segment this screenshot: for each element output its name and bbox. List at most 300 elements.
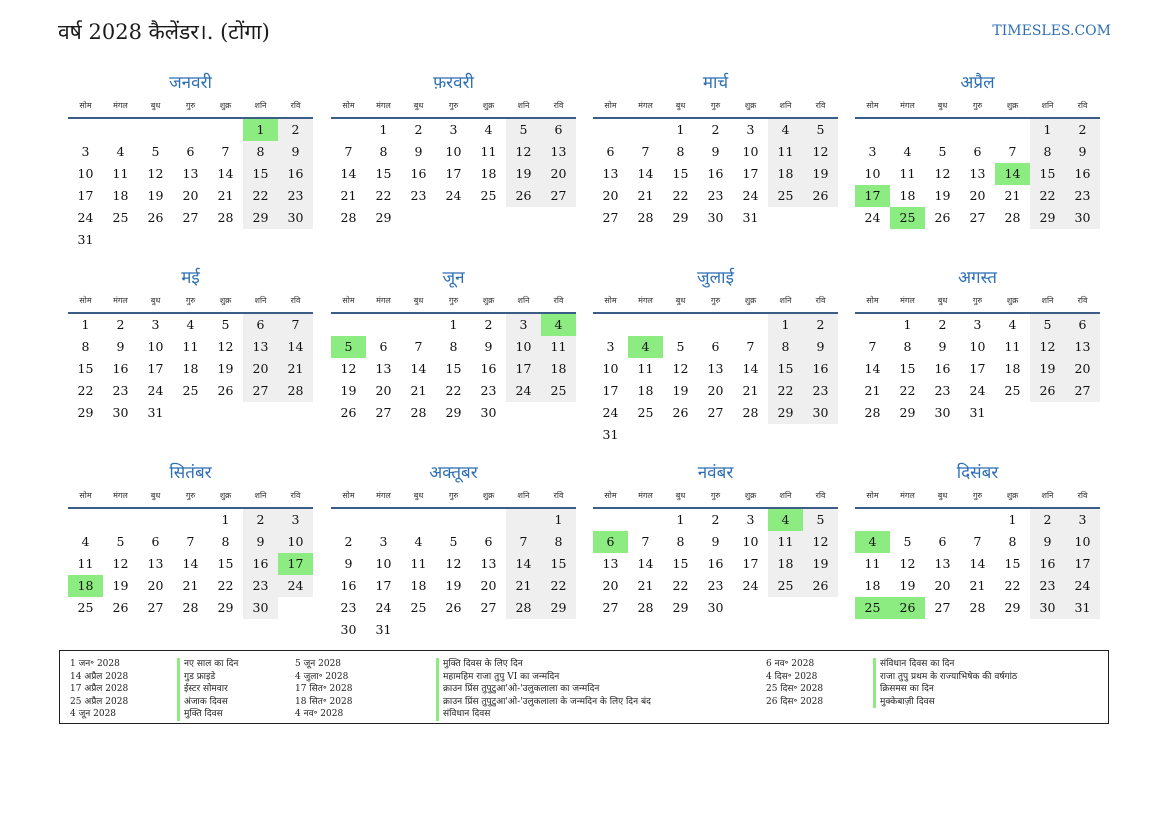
holiday-date: 25 अप्रैल 2028 xyxy=(70,696,129,707)
empty-day-cell xyxy=(890,509,925,531)
week-row xyxy=(855,358,1100,380)
holiday-day-cell: 14 xyxy=(995,163,1030,185)
week-row xyxy=(68,336,313,358)
day-cell: 6 xyxy=(243,314,278,336)
day-cell: 15 xyxy=(445,361,462,376)
day-cell: 5 xyxy=(449,534,458,549)
day-cell: 12 xyxy=(112,556,129,571)
day-cell: 1 xyxy=(1030,119,1065,141)
week-row xyxy=(855,402,1100,424)
weekday-label: रवि xyxy=(553,296,564,305)
empty-day-cell xyxy=(855,509,890,531)
weekday-label: मंगल xyxy=(113,296,128,305)
day-cell: 14 xyxy=(182,556,199,571)
day-cell: 22 xyxy=(77,383,94,398)
day-cell: 12 xyxy=(445,556,462,571)
day-cell: 3 xyxy=(81,144,90,159)
empty-day-cell xyxy=(628,424,663,446)
day-cell: 20 xyxy=(243,358,278,380)
day-cell: 9 xyxy=(938,339,947,354)
day-cell: 7 xyxy=(414,339,423,354)
weekday-label: गुरु xyxy=(972,491,983,500)
day-cell: 24 xyxy=(278,575,313,597)
weekday-label: बुध xyxy=(675,296,686,305)
holiday-date: 6 नव॰ 2028 xyxy=(766,659,815,669)
empty-day-cell xyxy=(855,119,890,141)
day-cell: 18 xyxy=(182,361,199,376)
day-cell: 18 xyxy=(899,188,916,203)
day-cell: 27 xyxy=(541,185,576,207)
day-cell: 24 xyxy=(602,405,619,420)
day-cell: 14 xyxy=(864,361,881,376)
weekday-label: सोम xyxy=(342,296,355,305)
day-cell: 13 xyxy=(541,141,576,163)
weekday-label: मंगल xyxy=(638,101,653,110)
day-cell: 22 xyxy=(541,575,576,597)
empty-day-cell xyxy=(995,119,1030,141)
day-cell: 29 xyxy=(768,402,803,424)
weekday-label: रवि xyxy=(815,296,826,305)
legend-dates-col-1 xyxy=(70,658,128,721)
day-cell: 23 xyxy=(934,383,951,398)
day-cell: 8 xyxy=(676,144,685,159)
day-cell: 10 xyxy=(742,144,759,159)
day-cell: 23 xyxy=(480,383,497,398)
day-cell: 8 xyxy=(676,534,685,549)
day-cell: 14 xyxy=(506,553,541,575)
holiday-date: 26 दिस॰ 2028 xyxy=(766,696,824,707)
weekday-label: शुक्र xyxy=(482,296,495,305)
day-cell: 17 xyxy=(147,361,164,376)
day-cell: 29 xyxy=(672,210,689,225)
empty-day-cell xyxy=(208,229,243,251)
day-cell: 6 xyxy=(186,144,195,159)
day-cell: 16 xyxy=(707,556,724,571)
day-cell: 25 xyxy=(1004,383,1021,398)
day-cell: 27 xyxy=(375,405,392,420)
day-cell: 15 xyxy=(541,553,576,575)
day-cell: 23 xyxy=(410,188,427,203)
day-cell: 31 xyxy=(147,405,164,420)
empty-day-cell xyxy=(698,424,733,446)
weekday-label: गुरु xyxy=(185,491,196,500)
empty-day-cell xyxy=(68,119,103,141)
empty-day-cell xyxy=(855,314,890,336)
month-block xyxy=(331,72,576,229)
month-block xyxy=(331,267,576,424)
day-cell: 26 xyxy=(803,575,838,597)
day-cell: 30 xyxy=(480,405,497,420)
weekday-label: रवि xyxy=(815,101,826,110)
legend-dates-col-2 xyxy=(295,658,352,721)
day-cell: 19 xyxy=(672,383,689,398)
month-name: जनवरी xyxy=(169,73,212,93)
weekday-label: रवि xyxy=(553,491,564,500)
day-cell: 11 xyxy=(1004,339,1021,354)
holiday-name: क्राउन प्रिंस तुपुटुआ'ओ-'उलुकलाला का जन्मदिन xyxy=(436,683,651,696)
week-row xyxy=(855,509,1100,531)
month-name: अक्तूबर xyxy=(429,463,478,483)
day-cell: 9 xyxy=(278,141,313,163)
empty-day-cell xyxy=(103,229,138,251)
empty-day-cell xyxy=(173,402,208,424)
empty-day-cell xyxy=(243,402,278,424)
weekday-label: शुक्र xyxy=(1006,491,1019,500)
holiday-day-cell: 17 xyxy=(855,185,890,207)
day-cell: 27 xyxy=(182,210,199,225)
weekday-label: बुध xyxy=(675,101,686,110)
site-link[interactable]: TIMESLES.COM xyxy=(992,23,1111,39)
weekday-label: गुरु xyxy=(710,296,721,305)
day-cell: 27 xyxy=(480,600,497,615)
day-cell: 9 xyxy=(1030,531,1065,553)
day-cell: 24 xyxy=(77,210,94,225)
empty-day-cell xyxy=(436,207,471,229)
day-cell: 8 xyxy=(243,141,278,163)
holiday-name: अंजाक दिवस xyxy=(177,696,238,709)
week-row xyxy=(593,163,838,185)
week-row xyxy=(68,575,313,597)
day-cell: 9 xyxy=(484,339,493,354)
day-cell: 20 xyxy=(375,383,392,398)
day-cell: 19 xyxy=(803,163,838,185)
day-cell: 13 xyxy=(1065,336,1100,358)
day-cell: 11 xyxy=(541,336,576,358)
weekday-label: शुक्र xyxy=(219,101,232,110)
day-cell: 16 xyxy=(112,361,129,376)
day-cell: 31 xyxy=(77,232,94,247)
day-cell: 27 xyxy=(243,380,278,402)
day-cell: 2 xyxy=(1030,509,1065,531)
weekday-label: शुक्र xyxy=(219,296,232,305)
day-cell: 15 xyxy=(243,163,278,185)
holiday-day-cell: 26 xyxy=(890,597,925,619)
day-cell: 3 xyxy=(506,314,541,336)
week-row xyxy=(331,575,576,597)
weekday-label: सोम xyxy=(79,101,92,110)
day-cell: 7 xyxy=(278,314,313,336)
day-cell: 18 xyxy=(768,163,803,185)
day-cell: 16 xyxy=(340,578,357,593)
day-cell: 21 xyxy=(217,188,234,203)
day-cell: 13 xyxy=(480,556,497,571)
day-cell: 13 xyxy=(182,166,199,181)
day-cell: 6 xyxy=(379,339,388,354)
week-row xyxy=(855,163,1100,185)
weekday-label: मंगल xyxy=(638,491,653,500)
day-cell: 4 xyxy=(414,534,423,549)
day-cell: 25 xyxy=(637,405,654,420)
week-row xyxy=(331,207,576,229)
day-cell: 17 xyxy=(742,166,759,181)
day-cell: 11 xyxy=(768,531,803,553)
day-cell: 21 xyxy=(742,383,759,398)
day-cell: 7 xyxy=(973,534,982,549)
empty-day-cell xyxy=(138,119,173,141)
empty-day-cell xyxy=(593,119,628,141)
empty-day-cell xyxy=(663,314,698,336)
weekday-label: रवि xyxy=(290,296,301,305)
weekday-label: सोम xyxy=(342,491,355,500)
day-cell: 13 xyxy=(375,361,392,376)
empty-day-cell xyxy=(173,509,208,531)
day-cell: 27 xyxy=(602,210,619,225)
day-cell: 17 xyxy=(1065,553,1100,575)
empty-day-cell xyxy=(506,509,541,531)
day-cell: 19 xyxy=(445,578,462,593)
weekday-label: शनि xyxy=(254,101,267,110)
holiday-day-cell: 1 xyxy=(243,119,278,141)
weekday-label: गुरु xyxy=(448,101,459,110)
day-cell: 12 xyxy=(1030,336,1065,358)
week-row xyxy=(593,424,838,446)
day-cell: 28 xyxy=(278,380,313,402)
holiday-name: मुक्ति दिवस के लिए दिन xyxy=(436,658,651,671)
holiday-date: 14 अप्रैल 2028 xyxy=(70,671,129,682)
day-cell: 18 xyxy=(410,578,427,593)
weekday-header xyxy=(331,289,576,314)
weekday-label: मंगल xyxy=(900,101,915,110)
day-cell: 26 xyxy=(147,210,164,225)
week-row xyxy=(331,597,576,619)
weekday-label: गुरु xyxy=(448,296,459,305)
month-name: मई xyxy=(181,268,200,288)
day-cell: 19 xyxy=(147,188,164,203)
day-cell: 13 xyxy=(602,556,619,571)
day-cell: 3 xyxy=(1065,509,1100,531)
day-cell: 17 xyxy=(969,361,986,376)
day-cell: 8 xyxy=(768,336,803,358)
holiday-date: 4 नव॰ 2028 xyxy=(295,709,344,719)
weekday-label: बुध xyxy=(937,101,948,110)
empty-day-cell xyxy=(208,119,243,141)
day-cell: 9 xyxy=(803,336,838,358)
day-cell: 28 xyxy=(637,600,654,615)
day-cell: 30 xyxy=(707,600,724,615)
day-cell: 12 xyxy=(506,141,541,163)
day-cell: 29 xyxy=(672,600,689,615)
day-cell: 7 xyxy=(868,339,877,354)
day-cell: 14 xyxy=(742,361,759,376)
week-row xyxy=(68,207,313,229)
empty-day-cell xyxy=(173,229,208,251)
empty-day-cell xyxy=(733,424,768,446)
day-cell: 19 xyxy=(217,361,234,376)
empty-day-cell xyxy=(471,509,506,531)
day-cell: 29 xyxy=(1030,207,1065,229)
day-cell: 17 xyxy=(602,383,619,398)
week-row xyxy=(68,229,313,251)
day-cell: 19 xyxy=(899,578,916,593)
day-cell: 11 xyxy=(112,166,129,181)
day-cell: 22 xyxy=(445,383,462,398)
weekday-label: बुध xyxy=(937,491,948,500)
day-cell: 19 xyxy=(803,553,838,575)
empty-day-cell xyxy=(698,314,733,336)
day-cell: 26 xyxy=(445,600,462,615)
day-cell: 23 xyxy=(707,578,724,593)
holiday-day-cell: 17 xyxy=(278,553,313,575)
holiday-day-cell: 4 xyxy=(768,509,803,531)
weekday-label: गुरु xyxy=(185,296,196,305)
day-cell: 24 xyxy=(969,383,986,398)
day-cell: 20 xyxy=(934,578,951,593)
day-cell: 5 xyxy=(151,144,160,159)
day-cell: 9 xyxy=(711,534,720,549)
weekday-label: शुक्र xyxy=(482,101,495,110)
month-block xyxy=(68,462,313,619)
day-cell: 6 xyxy=(484,534,493,549)
weekday-label: शनि xyxy=(517,296,530,305)
empty-day-cell xyxy=(593,314,628,336)
day-cell: 16 xyxy=(480,361,497,376)
week-row xyxy=(593,531,838,553)
day-cell: 3 xyxy=(151,317,160,332)
day-cell: 18 xyxy=(864,578,881,593)
weekday-label: सोम xyxy=(79,491,92,500)
day-cell: 7 xyxy=(1008,144,1017,159)
day-cell: 31 xyxy=(375,622,392,637)
day-cell: 1 xyxy=(221,512,230,527)
day-cell: 1 xyxy=(449,317,458,332)
day-cell: 8 xyxy=(379,144,388,159)
week-row xyxy=(68,553,313,575)
month-block xyxy=(855,462,1100,619)
day-cell: 6 xyxy=(973,144,982,159)
day-cell: 19 xyxy=(1030,358,1065,380)
empty-day-cell xyxy=(173,119,208,141)
day-cell: 29 xyxy=(899,405,916,420)
day-cell: 15 xyxy=(217,556,234,571)
day-cell: 15 xyxy=(768,358,803,380)
week-row xyxy=(331,314,576,336)
empty-day-cell xyxy=(103,509,138,531)
day-cell: 30 xyxy=(278,207,313,229)
day-cell: 27 xyxy=(707,405,724,420)
weekday-label: गुरु xyxy=(972,101,983,110)
empty-day-cell xyxy=(995,402,1030,424)
day-cell: 16 xyxy=(934,361,951,376)
weekday-label: शुक्र xyxy=(482,491,495,500)
empty-day-cell xyxy=(243,229,278,251)
day-cell: 14 xyxy=(278,336,313,358)
week-row xyxy=(855,597,1100,619)
empty-day-cell xyxy=(628,119,663,141)
weekday-label: शनि xyxy=(254,491,267,500)
holiday-day-cell: 4 xyxy=(628,336,663,358)
day-cell: 21 xyxy=(182,578,199,593)
empty-day-cell xyxy=(1065,402,1100,424)
empty-day-cell xyxy=(541,207,576,229)
day-cell: 15 xyxy=(1030,163,1065,185)
weekday-label: मंगल xyxy=(900,296,915,305)
day-cell: 24 xyxy=(864,210,881,225)
empty-day-cell xyxy=(541,619,576,641)
day-cell: 30 xyxy=(1030,597,1065,619)
week-row xyxy=(855,575,1100,597)
week-row xyxy=(855,141,1100,163)
empty-day-cell xyxy=(925,509,960,531)
day-cell: 25 xyxy=(768,185,803,207)
day-cell: 22 xyxy=(1030,185,1065,207)
weekday-label: मंगल xyxy=(376,296,391,305)
holiday-legend xyxy=(59,650,1109,724)
day-cell: 23 xyxy=(278,185,313,207)
day-cell: 11 xyxy=(410,556,427,571)
day-cell: 19 xyxy=(112,578,129,593)
holiday-name: महामहिम राजा तुपु VI का जन्मदिन xyxy=(436,671,651,684)
day-cell: 29 xyxy=(541,597,576,619)
empty-day-cell xyxy=(138,229,173,251)
weekday-label: शुक्र xyxy=(1006,101,1019,110)
week-row xyxy=(855,553,1100,575)
week-row xyxy=(855,336,1100,358)
day-cell: 26 xyxy=(1030,380,1065,402)
day-cell: 12 xyxy=(803,531,838,553)
day-cell: 14 xyxy=(969,556,986,571)
day-cell: 1 xyxy=(676,512,685,527)
day-cell: 13 xyxy=(969,166,986,181)
weekday-header xyxy=(593,484,838,509)
month-block xyxy=(593,462,838,619)
day-cell: 25 xyxy=(480,188,497,203)
day-cell: 24 xyxy=(506,380,541,402)
week-row xyxy=(331,402,576,424)
day-cell: 21 xyxy=(278,358,313,380)
day-cell: 27 xyxy=(602,600,619,615)
weekday-label: रवि xyxy=(553,101,564,110)
day-cell: 21 xyxy=(969,578,986,593)
week-row xyxy=(331,119,576,141)
day-cell: 28 xyxy=(1004,210,1021,225)
month-name: जून xyxy=(442,268,465,288)
day-cell: 23 xyxy=(1065,185,1100,207)
day-cell: 23 xyxy=(803,380,838,402)
day-cell: 4 xyxy=(186,317,195,332)
day-cell: 25 xyxy=(410,600,427,615)
weekday-label: रवि xyxy=(290,491,301,500)
empty-day-cell xyxy=(278,597,313,619)
day-cell: 24 xyxy=(375,600,392,615)
day-cell: 26 xyxy=(934,210,951,225)
day-cell: 29 xyxy=(375,210,392,225)
week-row xyxy=(593,119,838,141)
weekday-label: रवि xyxy=(290,101,301,110)
day-cell: 22 xyxy=(768,380,803,402)
holiday-day-cell: 6 xyxy=(593,531,628,553)
day-cell: 3 xyxy=(746,512,755,527)
day-cell: 7 xyxy=(641,144,650,159)
day-cell: 10 xyxy=(969,339,986,354)
day-cell: 26 xyxy=(506,185,541,207)
empty-day-cell xyxy=(68,509,103,531)
day-cell: 27 xyxy=(969,210,986,225)
day-cell: 24 xyxy=(147,383,164,398)
week-row xyxy=(855,119,1100,141)
weekday-label: बुध xyxy=(413,101,424,110)
empty-day-cell xyxy=(366,314,401,336)
day-cell: 7 xyxy=(344,144,353,159)
day-cell: 18 xyxy=(112,188,129,203)
weekday-label: मंगल xyxy=(113,491,128,500)
week-row xyxy=(593,185,838,207)
week-row xyxy=(855,185,1100,207)
day-cell: 20 xyxy=(480,578,497,593)
day-cell: 28 xyxy=(410,405,427,420)
day-cell: 4 xyxy=(484,122,493,137)
day-cell: 28 xyxy=(742,405,759,420)
weekday-header xyxy=(593,289,838,314)
